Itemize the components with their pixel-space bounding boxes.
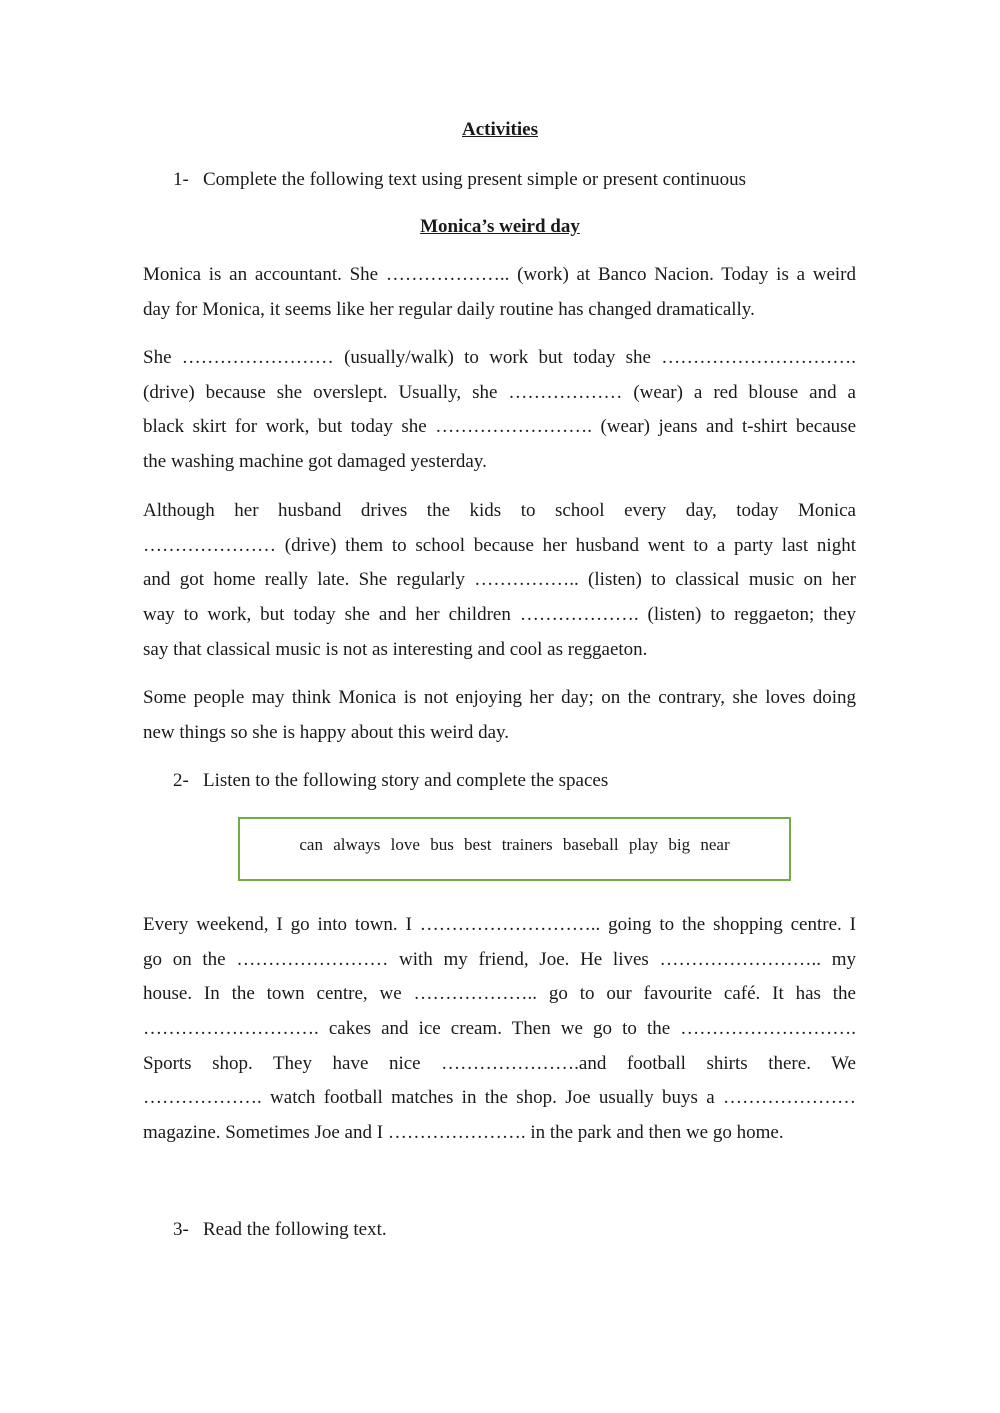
story-paragraph <box>143 908 856 1151</box>
word-bank: can always love bus best trainers baseball play big near <box>299 835 730 854</box>
activity-2-text: Listen to the following story and complete the spaces <box>203 770 609 791</box>
activity-3-number: 3- <box>173 1219 189 1240</box>
paragraph-line: and got home really late. She regularly …………….. (listen) to classical music on her <box>143 569 856 591</box>
paragraph-line: black skirt for work, but today she ……………………. (wear) jeans and t-shirt because <box>143 416 856 438</box>
page-heading: Activities <box>462 119 538 140</box>
paragraph-line: (drive) because she overslept. Usually, she ……………… (wear) a red blouse and a <box>143 381 856 403</box>
story-title: Monica’s weird day <box>420 216 580 237</box>
story-line: magazine. Sometimes Joe and I …………………. in the park and then we go home. <box>143 1122 784 1144</box>
paragraph-line: Although her husband drives the kids to school every day, today Monica <box>143 500 856 521</box>
activity-1-text: Complete the following text using present simple or present continuous <box>203 169 746 190</box>
paragraph-3 <box>143 494 856 667</box>
paragraph-line: way to work, but today she and her children ………………. (listen) to reggaeton; they <box>143 604 856 626</box>
activity-2-instruction <box>173 770 608 792</box>
paragraph-1 <box>143 258 856 327</box>
paragraph-2 <box>143 341 856 480</box>
story-line: ………………. watch football matches in the shop. Joe usually buys a ………………… <box>143 1087 856 1109</box>
activity-3-text: Read the following text. <box>203 1219 387 1240</box>
paragraph-line: new things so she is happy about this weird day. <box>143 721 510 743</box>
story-line: Sports shop. They have nice ………………….and football shirts there. We <box>143 1052 856 1074</box>
paragraph-line: ………………… (drive) them to school because her husband went to a party last night <box>143 534 856 556</box>
paragraph-line: She …………………… (usually/walk) to work but today she …………………………. <box>143 347 856 368</box>
paragraph-line: Some people may think Monica is not enjoying her day; on the contrary, she loves doing <box>143 687 856 708</box>
paragraph-line: the washing machine got damaged yesterday. <box>143 451 487 473</box>
paragraph-line: day for Monica, it seems like her regular daily routine has changed dramatically. <box>143 298 755 320</box>
story-line: go on the …………………… with my friend, Joe. He lives …………………….. my <box>143 948 856 970</box>
story-line: ………………………. cakes and ice cream. Then we go to the ………………………. <box>143 1018 856 1040</box>
story-line: house. In the town centre, we ……………….. go to our favourite café. It has the <box>143 983 856 1005</box>
paragraph-4 <box>143 681 856 750</box>
paragraph-line: say that classical music is not as interesting and cool as reggaeton. <box>143 638 648 660</box>
activity-2-number: 2- <box>173 770 189 791</box>
word-bank-box <box>238 817 791 881</box>
activity-3-instruction <box>173 1219 387 1241</box>
activity-1-instruction <box>173 169 746 191</box>
paragraph-line: Monica is an accountant. She ……………….. (work) at Banco Nacion. Today is a weird <box>143 264 856 285</box>
story-line: Every weekend, I go into town. I ……………………….. going to the shopping centre. I <box>143 914 856 935</box>
activity-1-number: 1- <box>173 169 189 190</box>
